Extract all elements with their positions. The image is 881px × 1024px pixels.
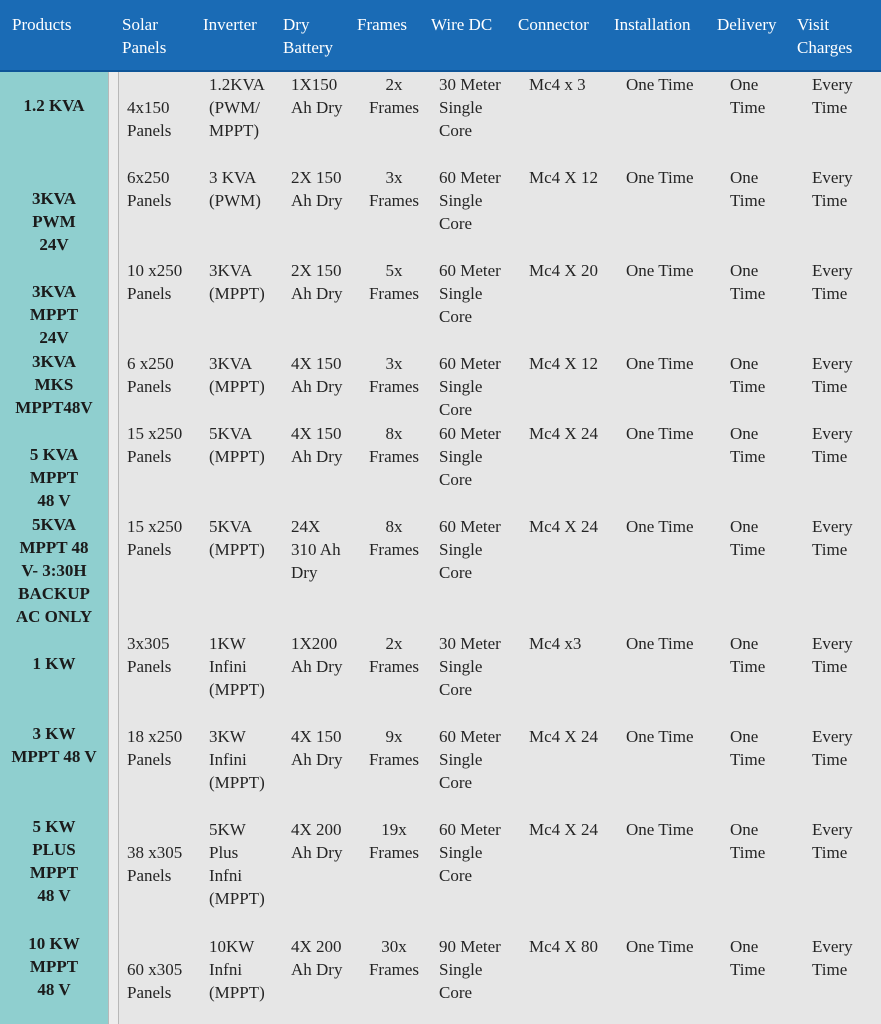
cell-dry-battery: 4X 200 Ah Dry <box>291 820 343 862</box>
cell-dry-battery: 1X150 Ah Dry <box>291 75 343 117</box>
cell-connector: Mc4 X 12 <box>529 354 598 373</box>
cell-connector: Mc4 X 80 <box>529 937 598 956</box>
cell-connector: Mc4 X 24 <box>529 727 598 746</box>
cell-visit-charges: Every Time <box>812 937 853 979</box>
header-solar-panels: Solar Panels <box>122 15 167 57</box>
product-name: 3KVA MPPT 24V <box>29 282 79 347</box>
cell-visit-charges: Every Time <box>812 820 853 862</box>
cell-wire-dc: 60 Meter Single Core <box>439 727 501 792</box>
cell-dry-battery: 24X 310 Ah Dry <box>291 517 341 582</box>
cell-connector: Mc4 x3 <box>529 634 582 653</box>
cell-delivery: One Time <box>730 424 766 466</box>
cell-delivery: One Time <box>730 634 766 676</box>
cell-visit-charges: Every Time <box>812 168 853 210</box>
product-name: 3KVA PWM 24V <box>31 189 77 254</box>
cell-dry-battery: 4X 150 Ah Dry <box>291 424 343 466</box>
header-divider <box>0 70 881 72</box>
cell-inverter: 5KW Plus Infni (MPPT) <box>209 820 265 908</box>
cell-connector: Mc4 X 20 <box>529 261 598 280</box>
cell-visit-charges: Every Time <box>812 75 853 117</box>
header-delivery: Delivery <box>717 15 777 34</box>
header-frames: Frames <box>357 15 408 34</box>
cell-solar-panels: 4x150 Panels <box>127 98 172 140</box>
cell-wire-dc: 30 Meter Single Core <box>439 75 501 140</box>
cell-inverter: 3KW Infini (MPPT) <box>209 727 265 792</box>
cell-frames: 30x Frames <box>368 937 420 979</box>
cell-delivery: One Time <box>730 820 766 862</box>
cell-dry-battery: 4X 150 Ah Dry <box>291 354 343 396</box>
product-name: 1 KW <box>32 654 76 673</box>
product-name: 5 KVA MPPT 48 V <box>29 445 79 510</box>
column-divider <box>108 72 119 1024</box>
cell-delivery: One Time <box>730 727 766 769</box>
cell-installation: One Time <box>626 75 694 94</box>
cell-connector: Mc4 X 24 <box>529 820 598 839</box>
cell-frames: 2x Frames <box>368 75 420 117</box>
cell-dry-battery: 2X 150 Ah Dry <box>291 168 343 210</box>
cell-delivery: One Time <box>730 75 766 117</box>
cell-installation: One Time <box>626 261 694 280</box>
cell-inverter: 1.2KVA (PWM/ MPPT) <box>209 75 265 140</box>
cell-inverter: 3KVA (MPPT) <box>209 354 265 396</box>
cell-connector: Mc4 X 24 <box>529 424 598 443</box>
header-connector: Connector <box>518 15 589 34</box>
product-name: 1.2 KVA <box>23 96 85 115</box>
header-wire-dc: Wire DC <box>431 15 493 34</box>
cell-inverter: 10KW Infni (MPPT) <box>209 937 265 1002</box>
cell-connector: Mc4 X 12 <box>529 168 598 187</box>
cell-installation: One Time <box>626 517 694 536</box>
cell-inverter: 1KW Infini (MPPT) <box>209 634 265 699</box>
cell-installation: One Time <box>626 634 694 653</box>
cell-visit-charges: Every Time <box>812 634 853 676</box>
cell-solar-panels: 60 x305 Panels <box>127 960 183 1002</box>
cell-frames: 3x Frames <box>368 168 420 210</box>
cell-dry-battery: 4X 200 Ah Dry <box>291 937 343 979</box>
cell-frames: 9x Frames <box>368 727 420 769</box>
product-name: 3 KW MPPT 48 V <box>11 724 97 766</box>
cell-connector: Mc4 X 24 <box>529 517 598 536</box>
cell-wire-dc: 60 Meter Single Core <box>439 261 501 326</box>
cell-solar-panels: 18 x250 Panels <box>127 727 183 769</box>
cell-frames: 19x Frames <box>368 820 420 862</box>
cell-solar-panels: 15 x250 Panels <box>127 424 183 466</box>
cell-solar-panels: 38 x305 Panels <box>127 843 183 885</box>
cell-visit-charges: Every Time <box>812 517 853 559</box>
cell-wire-dc: 60 Meter Single Core <box>439 820 501 885</box>
cell-installation: One Time <box>626 168 694 187</box>
cell-visit-charges: Every Time <box>812 354 853 396</box>
cell-dry-battery: 4X 150 Ah Dry <box>291 727 343 769</box>
product-name: 3KVA MKS MPPT48V <box>15 352 93 417</box>
cell-solar-panels: 6 x250 Panels <box>127 354 174 396</box>
table-header <box>0 0 881 72</box>
cell-dry-battery: 1X200 Ah Dry <box>291 634 343 676</box>
cell-solar-panels: 6x250 Panels <box>127 168 172 210</box>
cell-installation: One Time <box>626 354 694 373</box>
header-inverter: Inverter <box>203 15 257 34</box>
product-name: 5KVA MPPT 48 V- 3:30H BACKUP AC ONLY <box>15 515 93 626</box>
cell-wire-dc: 60 Meter Single Core <box>439 354 501 419</box>
cell-solar-panels: 10 x250 Panels <box>127 261 183 303</box>
header-visit-charges: Visit Charges <box>797 15 853 57</box>
product-name: 5 KW PLUS MPPT 48 V <box>29 817 79 905</box>
header-dry-battery: Dry Battery <box>283 15 334 57</box>
cell-delivery: One Time <box>730 937 766 979</box>
cell-delivery: One Time <box>730 354 766 396</box>
cell-solar-panels: 3x305 Panels <box>127 634 172 676</box>
cell-wire-dc: 60 Meter Single Core <box>439 168 501 233</box>
cell-frames: 8x Frames <box>368 517 420 559</box>
cell-inverter: 5KVA (MPPT) <box>209 424 265 466</box>
cell-visit-charges: Every Time <box>812 261 853 303</box>
cell-frames: 5x Frames <box>368 261 420 303</box>
header-products: Products <box>12 15 72 34</box>
cell-wire-dc: 60 Meter Single Core <box>439 517 501 582</box>
cell-delivery: One Time <box>730 168 766 210</box>
cell-installation: One Time <box>626 937 694 956</box>
cell-installation: One Time <box>626 727 694 746</box>
header-installation: Installation <box>614 15 691 34</box>
cell-frames: 3x Frames <box>368 354 420 396</box>
cell-delivery: One Time <box>730 517 766 559</box>
cell-inverter: 3KVA (MPPT) <box>209 261 265 303</box>
cell-connector: Mc4 x 3 <box>529 75 586 94</box>
cell-installation: One Time <box>626 820 694 839</box>
cell-frames: 8x Frames <box>368 424 420 466</box>
cell-visit-charges: Every Time <box>812 727 853 769</box>
cell-inverter: 5KVA (MPPT) <box>209 517 265 559</box>
cell-wire-dc: 60 Meter Single Core <box>439 424 501 489</box>
cell-inverter: 3 KVA (PWM) <box>209 168 261 210</box>
cell-installation: One Time <box>626 424 694 443</box>
cell-visit-charges: Every Time <box>812 424 853 466</box>
cell-dry-battery: 2X 150 Ah Dry <box>291 261 343 303</box>
cell-wire-dc: 30 Meter Single Core <box>439 634 501 699</box>
cell-delivery: One Time <box>730 261 766 303</box>
cell-solar-panels: 15 x250 Panels <box>127 517 183 559</box>
cell-wire-dc: 90 Meter Single Core <box>439 937 501 1002</box>
product-name: 10 KW MPPT 48 V <box>28 934 80 999</box>
cell-frames: 2x Frames <box>368 634 420 676</box>
